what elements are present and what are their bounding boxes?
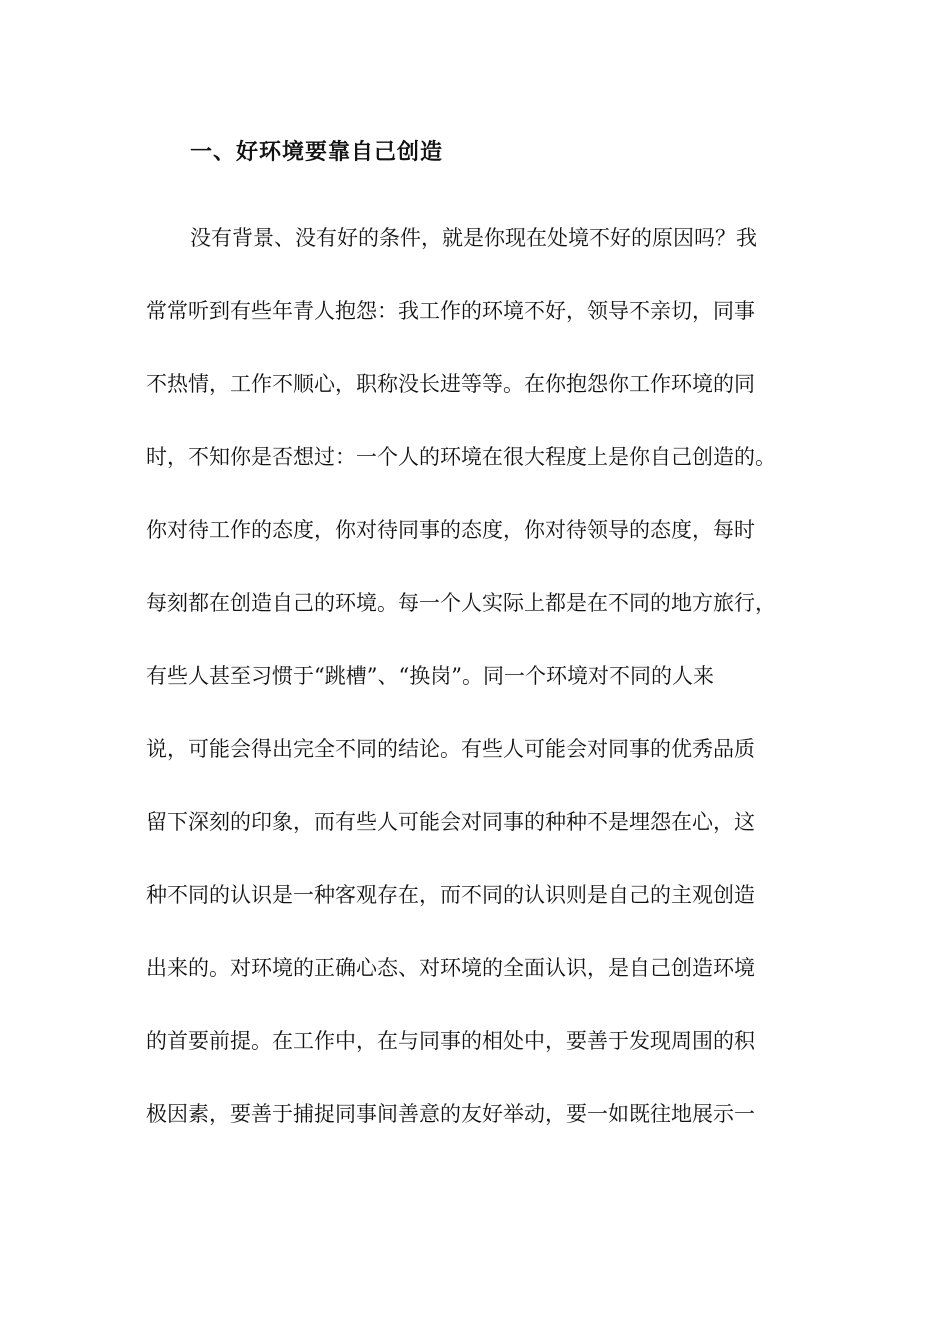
paragraph-line: 不热情，工作不顺心，职称没长进等等。在你抱怨你工作环境的同 — [146, 372, 755, 396]
paragraph-line: 有些人甚至习惯于“跳槽”、“换岗”。同一个环境对不同的人来 — [146, 664, 714, 688]
paragraph-line: 说，可能会得出完全不同的结论。有些人可能会对同事的优秀品质 — [146, 737, 755, 761]
section-heading: 一、好环境要靠自己创造 — [190, 140, 444, 165]
paragraph-line: 每刻都在创造自己的环境。每一个人实际上都是在不同的地方旅行， — [146, 591, 776, 615]
paragraph-line: 你对待工作的态度，你对待同事的态度，你对待领导的态度，每时 — [146, 518, 755, 542]
paragraph-line: 没有背景、没有好的条件，就是你现在处境不好的原因吗？我 — [190, 226, 757, 250]
paragraph-line: 的首要前提。在工作中，在与同事的相处中，要善于发现周围的积 — [146, 1029, 755, 1053]
paragraph-line: 出来的。对环境的正确心态、对环境的全面认识，是自己创造环境 — [146, 956, 755, 980]
paragraph-line: 时，不知你是否想过：一个人的环境在很大程度上是你自己创造的。 — [146, 445, 776, 469]
paragraph-line: 留下深刻的印象，而有些人可能会对同事的种种不是埋怨在心，这 — [146, 810, 755, 834]
paragraph-line: 种不同的认识是一种客观存在，而不同的认识则是自己的主观创造 — [146, 883, 755, 907]
paragraph-line: 极因素，要善于捕捉同事间善意的友好举动，要一如既往地展示一 — [146, 1102, 755, 1126]
paragraph-line: 常常听到有些年青人抱怨：我工作的环境不好，领导不亲切，同事 — [146, 299, 755, 323]
